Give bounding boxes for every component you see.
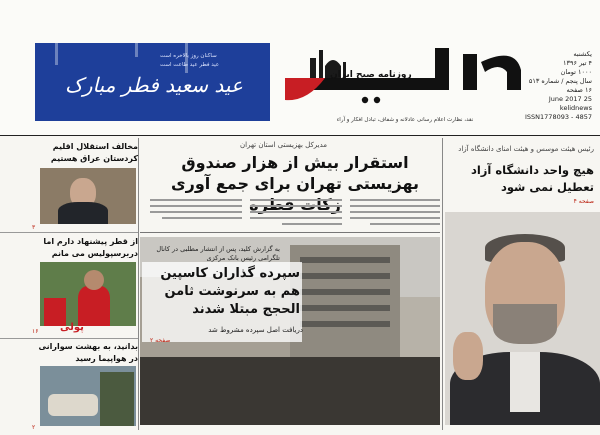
center-kicker: مدیرکل بهزیستی استان تهران xyxy=(240,141,328,149)
left-page-ref-2: ۱۶ xyxy=(32,328,39,335)
left-page-ref-3: ۲ xyxy=(32,424,36,431)
meta-weekday: یکشنبه xyxy=(573,50,592,58)
center-divider xyxy=(140,232,440,233)
portrait-photo xyxy=(445,212,600,425)
meta-issue: سال پنجم / شماره ۵۱۳ xyxy=(528,77,592,85)
left-photo-3 xyxy=(40,366,136,426)
left-headline-3: بدانید، به بهشت سوارانی در هواپیما رسید xyxy=(38,342,138,363)
masthead-slogan: نقد، نظارت اعلام رسانی عادلانه و شفاف، تبادل افکار و آراء xyxy=(336,117,474,123)
lantern-icon xyxy=(135,43,138,57)
meta-site: kelidnews xyxy=(559,104,592,112)
lantern-icon xyxy=(55,43,58,65)
meta-pages: ۱۶ صفحه xyxy=(566,86,592,94)
left-divider-1 xyxy=(0,232,138,233)
left-red-word: پولی xyxy=(60,322,84,333)
right-page-ref: صفحه ۴ xyxy=(573,198,594,205)
photo-page-ref: صفحه ۲ xyxy=(150,337,171,344)
ad-line-1: ساکنان روز بالاخره است xyxy=(160,53,217,59)
meta-date-fa: ۴ تیر ۱۳۹۶ xyxy=(563,59,592,67)
left-photo-2 xyxy=(40,262,136,326)
eid-fitr-ad xyxy=(35,43,270,121)
photo-note: به گزارش کلید، پس از انتشار مطلبی در کانال تلگرامی رئیس بانک مرکزی xyxy=(156,245,280,262)
masthead-divider xyxy=(0,135,600,136)
right-kicker: رئیس هیئت موسس و هیئت امنای دانشگاه آزاد xyxy=(458,145,594,153)
left-headline-2: از قطر پیشنهاد دارم اما دربرسپولیس می مانم xyxy=(43,237,138,258)
right-column-divider xyxy=(442,138,443,430)
masthead-tagline: روزنامه صبح ایران xyxy=(330,70,412,80)
photo-headline: سپرده گذاران کاسپین هم به سرنوشت ثامن الحجج مبتلا شدند xyxy=(160,266,300,317)
center-headline: استقرار بیش از هزار صندوق بهزیستی تهران برای جمع آوری xyxy=(170,153,420,193)
right-headline: هیچ واحد دانشگاه آزاد تعطیل نمی شود xyxy=(470,163,594,194)
ad-line-2: عید فطر عید طاعت است xyxy=(160,62,220,68)
meta-issn: ISSN1778093 - 4857 xyxy=(525,113,592,121)
issue-meta xyxy=(522,50,592,122)
left-headline-1: مخالف استقلال اقلیم کردستان عراق هستیم xyxy=(50,142,138,163)
left-divider-2 xyxy=(0,338,138,339)
meta-date-en: 25 June 2017 xyxy=(548,95,592,103)
center-body-text xyxy=(150,197,440,227)
left-page-ref-1: ۳ xyxy=(32,224,36,231)
masthead xyxy=(0,0,600,135)
meta-price: ۱۰۰۰ تومان xyxy=(560,68,592,76)
left-photo-1 xyxy=(40,168,136,224)
photo-subhead: دریافت اصل سپرده مشروط شد xyxy=(208,326,303,334)
ad-title: عید سعید فطر مبارک xyxy=(65,73,243,97)
masthead-logo xyxy=(285,40,525,120)
left-column-divider xyxy=(138,138,139,430)
